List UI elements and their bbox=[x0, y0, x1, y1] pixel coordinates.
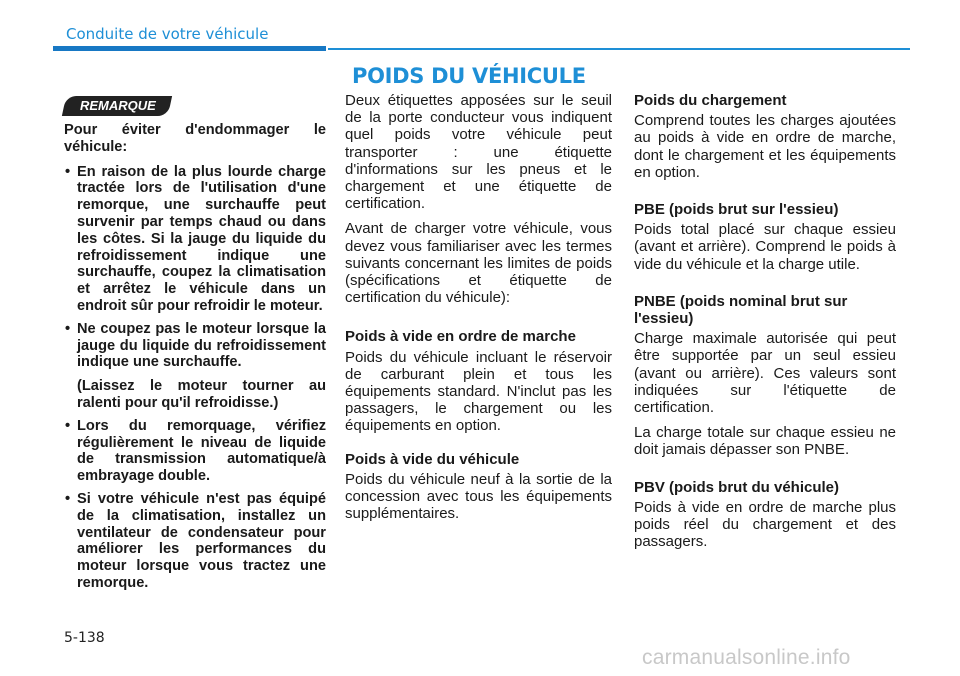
section-title: POIDS DU VÉHICULE bbox=[352, 64, 586, 88]
term-heading: PBE (poids brut sur l'essieu) bbox=[634, 201, 839, 219]
paragraph: Avant de charger votre véhicule, vous devez vous familiariser avec les termes suivants concernant les limites de poids (spécifications et étiquette de certification du véhicule): bbox=[345, 220, 612, 307]
note-bullet-text: En raison de la plus lourde charge tractée lors de l'utilisation d'une remorque, une surchauffe peut survenir par temps chaud ou dans les côtes. Si la jauge du liquide du refroidissement indique une surchauffe, coupez la climatisation et arrêtez le véhicule dans un endroit sûr pour refroidir le moteur. bbox=[77, 163, 326, 314]
note-bullet bbox=[64, 164, 326, 315]
term-heading: Poids à vide en ordre de marche bbox=[345, 328, 576, 346]
note-bullet-text: Si votre véhicule n'est pas équipé de la climatisation, installez un ventilateur de condensateur pour améliorer les performances du moteur lorsque vous tractez une remorque. bbox=[77, 490, 326, 591]
note-bullet bbox=[64, 491, 326, 592]
note-bullet bbox=[64, 418, 326, 485]
note-bullet-text: Lors du remorquage, vérifiez régulièrement le niveau de liquide de transmission automatique/à embrayage double. bbox=[77, 417, 326, 485]
term-heading: PNBE (poids nominal brut sur l'essieu) bbox=[634, 292, 848, 328]
bullet-icon: • bbox=[65, 417, 71, 434]
page-number: 5-138 bbox=[64, 630, 105, 646]
term-body: Poids du véhicule neuf à la sortie de la concession avec tous les équipements supplémentaires. bbox=[345, 470, 612, 523]
term-heading: Poids à vide du véhicule bbox=[345, 450, 520, 468]
note-intro: Pour éviter d'endommager le véhicule: bbox=[64, 122, 326, 155]
header-title: Conduite de votre véhicule bbox=[66, 25, 269, 43]
header-rule-thin bbox=[328, 48, 910, 50]
note-bullet-subtext: (Laissez le moteur tourner au ralenti pour qu'il refroidisse.) bbox=[77, 378, 326, 411]
term-body: Poids du véhicule incluant le réservoir de carburant plein et tous les équipements standard. N'inclut pas les passagers, le chargement ou les équipements en option. bbox=[345, 348, 612, 435]
bullet-icon: • bbox=[65, 320, 71, 337]
middle-column bbox=[345, 92, 612, 530]
bullet-icon: • bbox=[65, 490, 71, 507]
remarque-badge bbox=[62, 96, 172, 116]
note-bullet-text: Ne coupez pas le moteur lorsque la jauge du liquide du refroidissement indique une surchauffe. bbox=[77, 320, 326, 371]
term-body: La charge totale sur chaque essieu ne doit jamais dépasser son PNBE. bbox=[634, 424, 896, 459]
header-rule-thick bbox=[53, 46, 326, 51]
paragraph: Deux étiquettes apposées sur le seuil de la porte conducteur vous indiquent quel poids votre véhicule peut transporter : une étiquette d'informations sur les pneus et le chargement et une étiquette de certification. bbox=[345, 92, 612, 213]
note-column bbox=[64, 122, 326, 598]
term-body: Poids total placé sur chaque essieu (avant et arrière). Comprend le poids à vide du véhicule et la charge utile. bbox=[634, 221, 896, 273]
term-body: Charge maximale autorisée qui peut être supportée par un seul essieu (avant ou arrière). Ces valeurs sont indiquées sur l'étiquette de certification. bbox=[634, 330, 896, 417]
term-body: Comprend toutes les charges ajoutées au poids à vide en ordre de marche, dont le chargement et les équipements en option. bbox=[634, 112, 896, 181]
right-column bbox=[634, 92, 896, 558]
term-body: Poids à vide en ordre de marche plus poids réel du chargement et des passagers. bbox=[634, 498, 896, 551]
remarque-badge-label: REMARQUE bbox=[80, 98, 156, 113]
term-heading: PBV (poids brut du véhicule) bbox=[634, 478, 840, 496]
note-bullet bbox=[64, 321, 326, 412]
note-bullet-list bbox=[64, 164, 326, 592]
term-heading: Poids du chargement bbox=[634, 92, 787, 109]
watermark: carmanualsonline.info bbox=[642, 646, 851, 669]
bullet-icon: • bbox=[65, 163, 71, 180]
